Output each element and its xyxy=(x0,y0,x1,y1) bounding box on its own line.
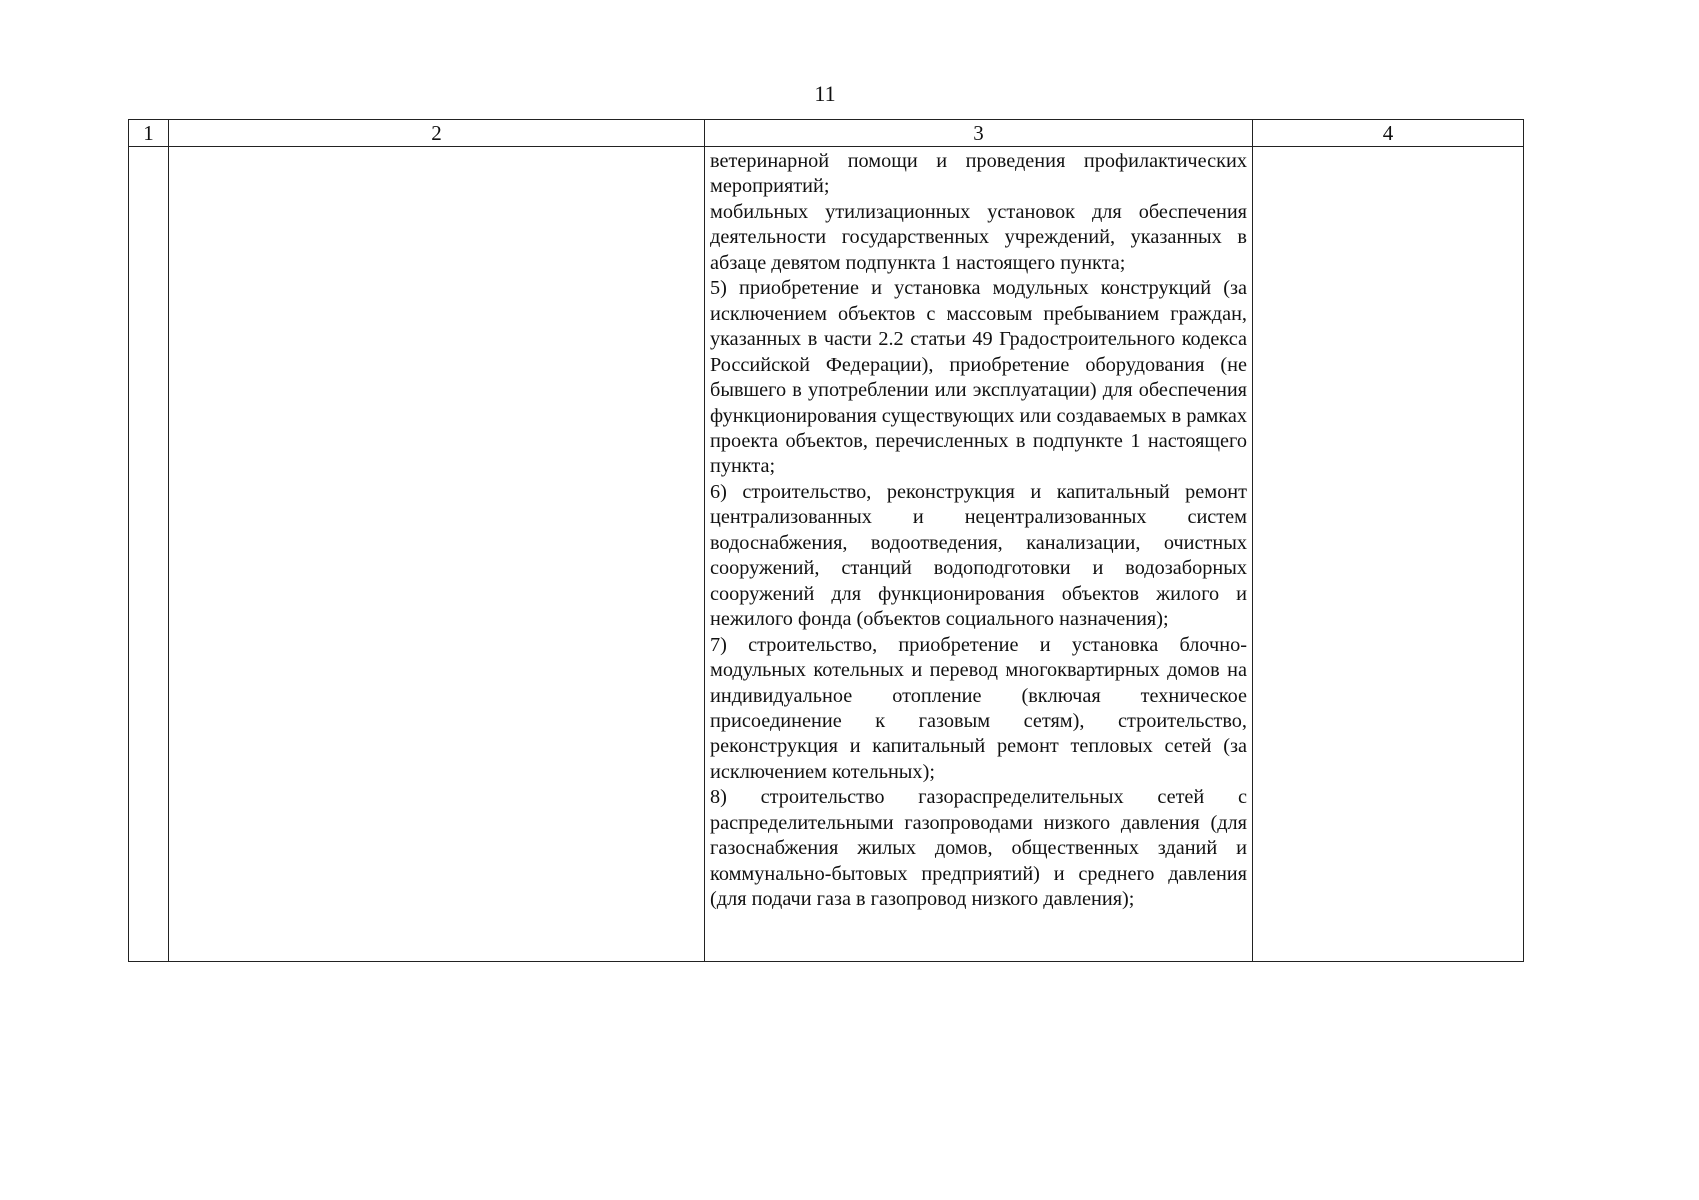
cell-col-3 xyxy=(705,147,1253,962)
document-table xyxy=(128,119,1524,962)
column-header-4: 4 xyxy=(1253,120,1524,147)
paragraph-item-5: 5) приобретение и установка модульных конструкций (за исключением объектов с массовым пребыванием граждан, указанных в части 2.2 статьи 49 Градостроительного кодекса Российской Федерации), приобретение оборудования (не бывшего в употреблении или эксплуатации) для обеспечения функционирования существующих или создаваемых в рамках проекта объектов, перечисленных в подпункте 1 настоящего пункта; xyxy=(710,277,1247,478)
paragraph-item-6: 6) строительство, реконструкция и капитальный ремонт централизованных и нецентрализованных систем водоснабжения, водоотведения, канализации, очистных сооружений, станций водоподготовки и водозаборных сооружений для функционирования объектов жилого и нежилого фонда (объектов социального назначения); xyxy=(710,480,1247,631)
cell-col-2 xyxy=(169,147,705,962)
cell-col-4 xyxy=(1253,147,1524,962)
column-header-3: 3 xyxy=(705,120,1253,147)
table-row xyxy=(129,147,1524,962)
page-number: 11 xyxy=(814,81,836,106)
paragraph-mobile-utilization: мобильных утилизационных установок для обеспечения деятельности государственных учреждений, указанных в абзаце девятом подпункта 1 настоящего пункта; xyxy=(710,200,1247,274)
paragraph-item-7: 7) строительство, приобретение и установка блочно-модульных котельных и перевод многоквартирных домов на индивидуальное отопление (включая техническое присоединение к газовым сетям), строительство, реконструкция и капитальный ремонт тепловых сетей (за исключением котельных); xyxy=(710,633,1247,783)
column-header-2: 2 xyxy=(169,120,705,147)
paragraph-veterinary: ветеринарной помощи и проведения профилактических мероприятий; xyxy=(710,150,1247,198)
table-header-row xyxy=(129,120,1524,147)
cell-col-1 xyxy=(129,147,169,962)
column-header-1: 1 xyxy=(129,120,169,147)
paragraph-item-8: 8) строительство газораспределительных сетей с распределительными газопроводами низкого давления (для газоснабжения жилых домов, общественных зданий и коммунально-бытовых предприятий) и среднего давления (для подачи газа в газопровод низкого давления); xyxy=(710,786,1247,911)
